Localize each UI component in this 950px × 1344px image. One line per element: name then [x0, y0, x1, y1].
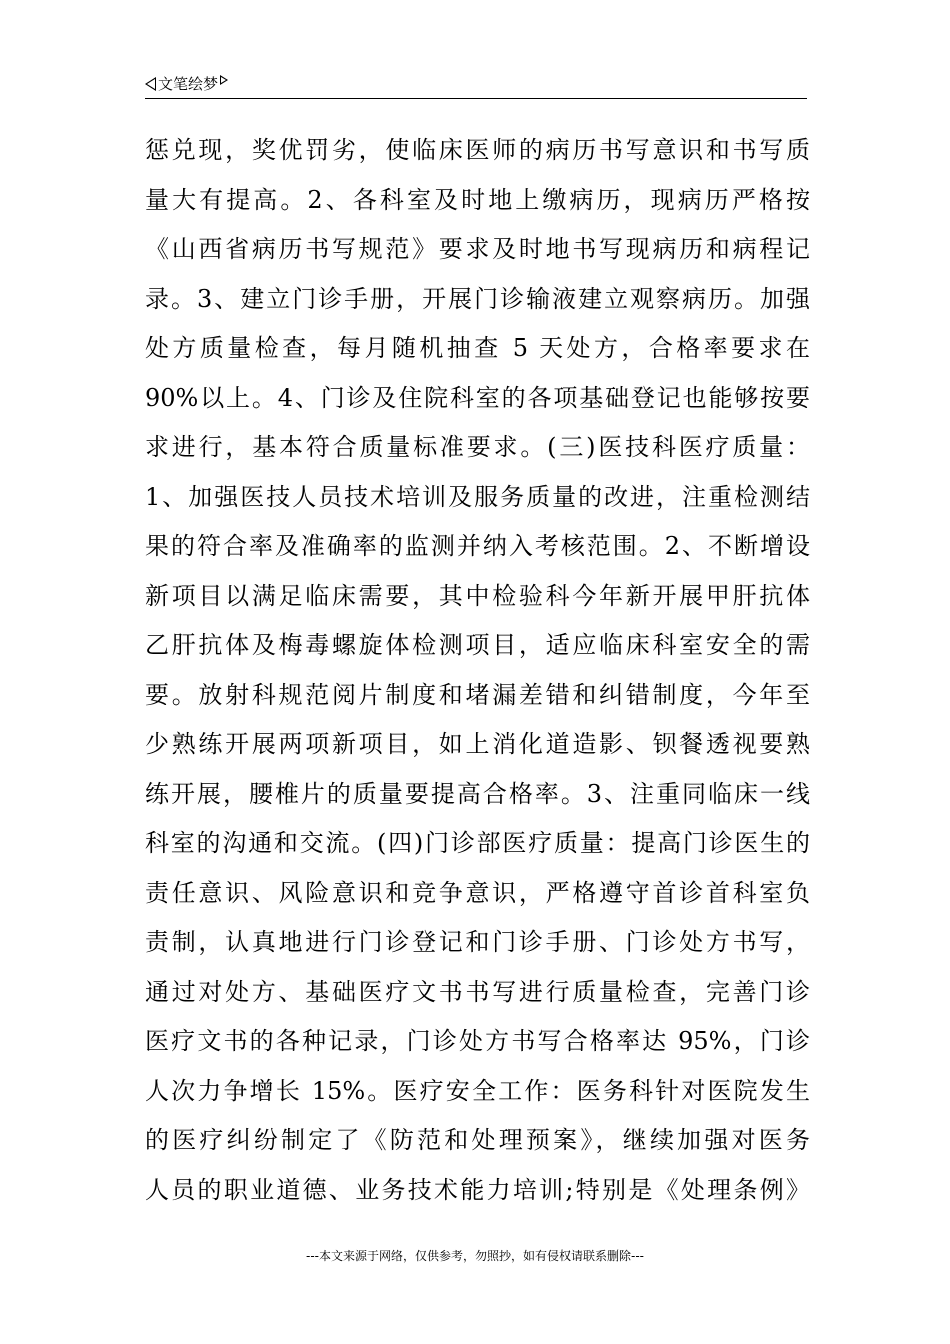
text-line: 乙肝抗体及梅毒螺旋体检测项目，适应临床科室安全的需 [145, 631, 810, 659]
text-line: 《山西省病历书写规范》要求及时地书写现病历和病程记 [145, 235, 810, 263]
left-triangle-icon [145, 77, 156, 91]
text-line: 惩兑现，奖优罚劣，使临床医师的病历书写意识和书写质 [145, 136, 810, 164]
page-header [145, 74, 807, 99]
text-line: 练开展，腰椎片的质量要提高合格率。3、注重同临床一线 [145, 779, 810, 808]
text-line: 医疗文书的各种记录，门诊处方书写合格率达 95%，门诊 [145, 1027, 810, 1055]
body-paragraph [145, 126, 810, 1215]
text-line: 通过对处方、基础医疗文书书写进行质量检查，完善门诊 [145, 977, 810, 1006]
text-line: 处方质量检查，每月随机抽查 5 天处方，合格率要求在 [145, 334, 810, 362]
text-line: 要。放射科规范阅片制度和堵漏差错和纠错制度，今年至 [145, 680, 810, 709]
text-line: 录。3、建立门诊手册，开展门诊输液建立观察病历。加强 [145, 284, 810, 313]
page-footer: ---本文来源于网络，仅供参考，勿照抄，如有侵权请联系删除--- [306, 1249, 644, 1263]
text-line: 新项目以满足临床需要，其中检验科今年新开展甲肝抗体 [145, 581, 810, 610]
text-line: 人次力争增长 15%。医疗安全工作：医务科针对医院发生 [145, 1076, 810, 1105]
text-line: 果的符合率及准确率的监测并纳入考核范围。2、不断增设 [145, 532, 810, 560]
text-line: 求进行，基本符合质量标准要求。(三)医技科医疗质量： [145, 433, 810, 461]
text-line: 1、加强医技人员技术培训及服务质量的改进，注重检测结 [145, 482, 810, 511]
text-line: 责制，认真地进行门诊登记和门诊手册、门诊处方书写， [145, 928, 810, 956]
header-title-group [145, 74, 228, 94]
text-line: 科室的沟通和交流。(四)门诊部医疗质量：提高门诊医生的 [145, 829, 810, 857]
text-line: 90%以上。4、门诊及住院科室的各项基础登记也能够按要 [145, 383, 810, 412]
text-line: 少熟练开展两项新项目，如上消化道造影、钡餐透视要熟 [145, 730, 810, 758]
right-triangle-icon [220, 75, 228, 85]
text-line: 的医疗纠纷制定了《防范和处理预案》，继续加强对医务 [145, 1126, 810, 1154]
text-line: 量大有提高。2、各科室及时地上缴病历，现病历严格按 [145, 185, 810, 214]
text-line: 人员的职业道德、业务技术能力培训;特别是《处理条例》 [145, 1175, 810, 1204]
header-title: 文笔绘梦 [158, 75, 219, 93]
text-line: 责任意识、风险意识和竞争意识，严格遵守首诊首科室负 [145, 878, 810, 907]
